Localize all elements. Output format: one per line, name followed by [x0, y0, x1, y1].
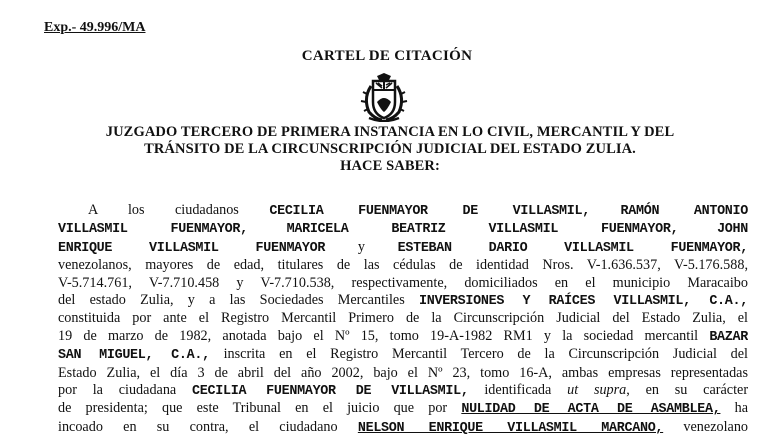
body-line-9: SAN MIGUEL, C.A., inscrita en el Registro Mercantil Tercero de la Circunscripción Judicial del	[58, 346, 748, 364]
party-name: CECILIA FUENMAYOR DE VILLASMIL,	[192, 384, 469, 400]
party-name: JOHN	[717, 222, 748, 238]
body-line-6: del estado Zulia, y a las Sociedades Mercantiles INVERSIONES Y RAÍCES VILLASMIL, C.A.,	[58, 292, 748, 310]
body-line-8: 19 de marzo de 1982, anotada bajo el Nº 15, tomo 19-A-1982 RM1 y la sociedad mercantil BAZAR	[58, 327, 748, 345]
hace-saber: HACE SABER:	[340, 158, 440, 174]
party-name: CECILIA FUENMAYOR DE VILLASMIL,	[269, 204, 590, 219]
body-line-2	[58, 220, 748, 238]
court-line-2: TRÁNSITO DE LA CIRCUNSCRIPCIÓN JUDICIAL DEL ESTADO ZULIA.	[144, 141, 636, 157]
body-line-7: constituida por ante el Registro Mercantil Primero de la Circunscripción Judicial del Estado Zulia, el	[58, 310, 748, 327]
body-line-11: por la ciudadana CECILIA FUENMAYOR DE VILLASMIL, identificada ut supra, en su carácter	[58, 382, 748, 400]
party-name: VILLASMIL FUENMAYOR,	[58, 222, 248, 238]
court-heading	[40, 124, 740, 175]
coat-of-arms-icon	[355, 72, 413, 122]
expediente-number: Exp.- 49.996/MA	[44, 20, 146, 35]
court-line-1: JUZGADO TERCERO DE PRIMERA INSTANCIA EN LO CIVIL, MERCANTIL Y DEL	[105, 124, 675, 140]
document-body	[58, 202, 748, 437]
party-name: MARICELA BEATRIZ VILLASMIL FUENMAYOR,	[286, 222, 679, 238]
party-name: ENRIQUE VILLASMIL FUENMAYOR	[58, 240, 326, 256]
party-name: RAMÓN ANTONIO	[620, 204, 748, 219]
body-line-4: venezolanos, mayores de edad, titulares de las cédulas de identidad Nros. V-1.636.537, V-5.176.588,	[58, 257, 748, 274]
body-line-1: A los ciudadanos CECILIA FUENMAYOR DE VILLASMIL, RAMÓN ANTONIO	[88, 202, 748, 219]
company-name: INVERSIONES Y RAÍCES VILLASMIL, C.A.,	[418, 294, 748, 310]
company-name: BAZAR	[709, 329, 748, 345]
document-title: CARTEL DE CITACIÓN	[301, 48, 473, 64]
body-line-3: ENRIQUE VILLASMIL FUENMAYOR y ESTEBAN DARIO VILLASMIL FUENMAYOR,	[58, 238, 748, 256]
company-name: SAN MIGUEL, C.A.,	[58, 348, 210, 364]
party-name: ESTEBAN DARIO VILLASMIL FUENMAYOR,	[397, 240, 748, 256]
body-line-13: incoado en su contra, el ciudadano NELSON ENRIQUE VILLASMIL MARCANO, venezolano	[58, 418, 748, 436]
body-line-10: Estado Zulia, el día 3 de abril del año 2002, bajo el Nº 23, tomo 16-A, ambas empresas representadas	[58, 364, 748, 381]
case-type: NULIDAD DE ACTA DE ASAMBLEA,	[461, 402, 721, 418]
party-name: NELSON ENRIQUE VILLASMIL MARCANO,	[357, 420, 664, 436]
body-line-12: de presidenta; que este Tribunal en el juicio que por NULIDAD DE ACTA DE ASAMBLEA, ha	[58, 400, 748, 418]
body-line-5: V-5.714.761, V-7.710.458 y V-7.710.538, respectivamente, domiciliados en el municipio Maracaibo	[58, 274, 748, 291]
